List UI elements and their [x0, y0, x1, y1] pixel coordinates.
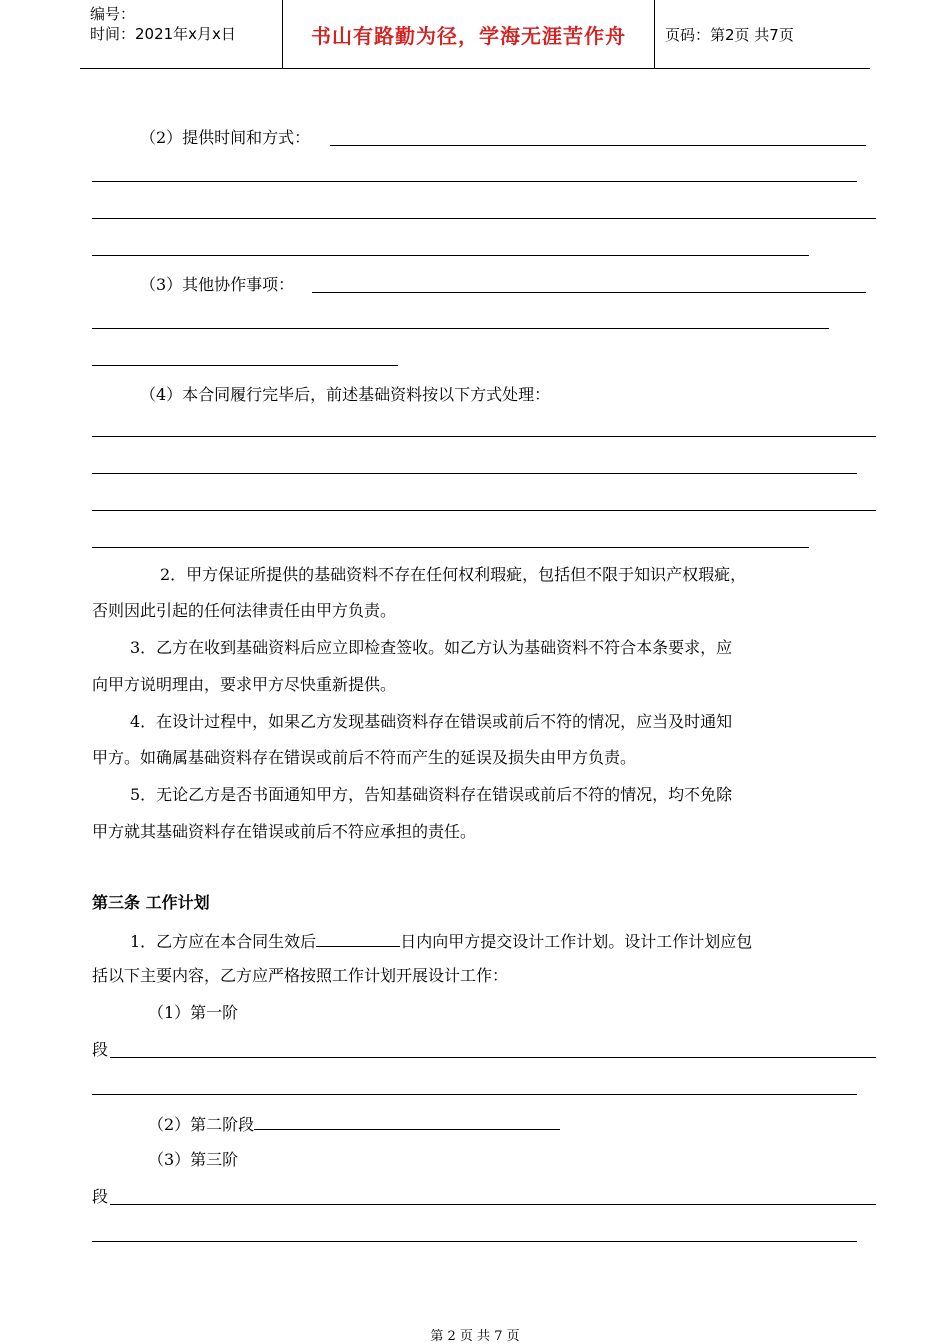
clause-3-line-2: 向甲方说明理由，要求甲方尽快重新提供。 — [92, 675, 397, 694]
fill-line — [92, 547, 809, 548]
section-3-clause-1-line-1 — [130, 929, 752, 953]
header-motto: 书山有路勤为径，学海无涯苦作舟 — [311, 23, 626, 48]
stage-2-label — [148, 1112, 560, 1136]
clause-4-line-1: 4．在设计过程中，如果乙方发现基础资料存在错误或前后不符的情况，应当及时通知 — [130, 712, 733, 731]
fill-line — [92, 510, 876, 511]
fill-line — [92, 181, 857, 182]
fill-line — [110, 1204, 876, 1205]
fill-line — [92, 218, 876, 219]
section-3-clause-1-line-2: 括以下主要内容，乙方应严格按照工作计划开展设计工作： — [92, 966, 509, 985]
header-motto-cell — [282, 0, 655, 68]
header-page-info-cell — [655, 0, 870, 68]
section-3-title: 第三条 工作计划 — [92, 893, 210, 912]
stage-3-label: （3）第三阶 — [148, 1150, 239, 1169]
stage-3-cont: 段 — [92, 1187, 109, 1206]
fill-line — [92, 365, 398, 366]
page-header — [80, 0, 870, 69]
fill-line — [330, 145, 866, 146]
fill-line — [92, 473, 857, 474]
fill-line — [92, 255, 809, 256]
clause-4-line-2: 甲方。如确属基础资料存在错误或前后不符而产生的延误及损失由甲方负责。 — [92, 748, 637, 767]
page-footer: 第 2 页 共 7 页 — [430, 1329, 520, 1344]
clause-2-line-2: 否则因此引起的任何法律责任由甲方负责。 — [92, 601, 397, 620]
clause-2-line-1: 2．甲方保证所提供的基础资料不存在任何权利瑕疵，包括但不限于知识产权瑕疵， — [160, 565, 747, 584]
item-2-label: （2）提供时间和方式： — [140, 128, 311, 147]
header-meta — [80, 0, 282, 68]
time-line: 时间：2021年x月x日 — [90, 25, 236, 43]
item-3-label: （3）其他协作事项： — [140, 275, 295, 294]
stage-2-text: （2）第二阶段 — [148, 1115, 255, 1134]
days-blank — [316, 929, 400, 947]
clause-5-line-1: 5．无论乙方是否书面通知甲方，告知基础资料存在错误或前后不符的情况，均不免除 — [130, 785, 733, 804]
fill-line — [110, 1057, 876, 1058]
stage-1-label: （1）第一阶 — [148, 1003, 239, 1022]
stage-2-blank — [254, 1112, 560, 1130]
stage-1-cont: 段 — [92, 1040, 109, 1059]
clause-1-text-b: 日内向甲方提交设计工作计划。设计工作计划应包 — [400, 932, 753, 951]
number-label: 编号： — [90, 5, 136, 23]
item-4-label: （4）本合同履行完毕后，前述基础资料按以下方式处理： — [140, 385, 551, 404]
header-page-info: 页码：第2页 共7页 — [665, 25, 794, 44]
clause-3-line-1: 3．乙方在收到基础资料后应立即检查签收。如乙方认为基础资料不符合本条要求，应 — [130, 638, 733, 657]
fill-line — [92, 1241, 857, 1242]
clause-5-line-2: 甲方就其基础资料存在错误或前后不符应承担的责任。 — [92, 822, 477, 841]
fill-line — [92, 1094, 857, 1095]
fill-line — [92, 436, 876, 437]
clause-1-text-a: 1．乙方应在本合同生效后 — [130, 932, 317, 951]
fill-line — [312, 292, 866, 293]
fill-line — [92, 328, 829, 329]
